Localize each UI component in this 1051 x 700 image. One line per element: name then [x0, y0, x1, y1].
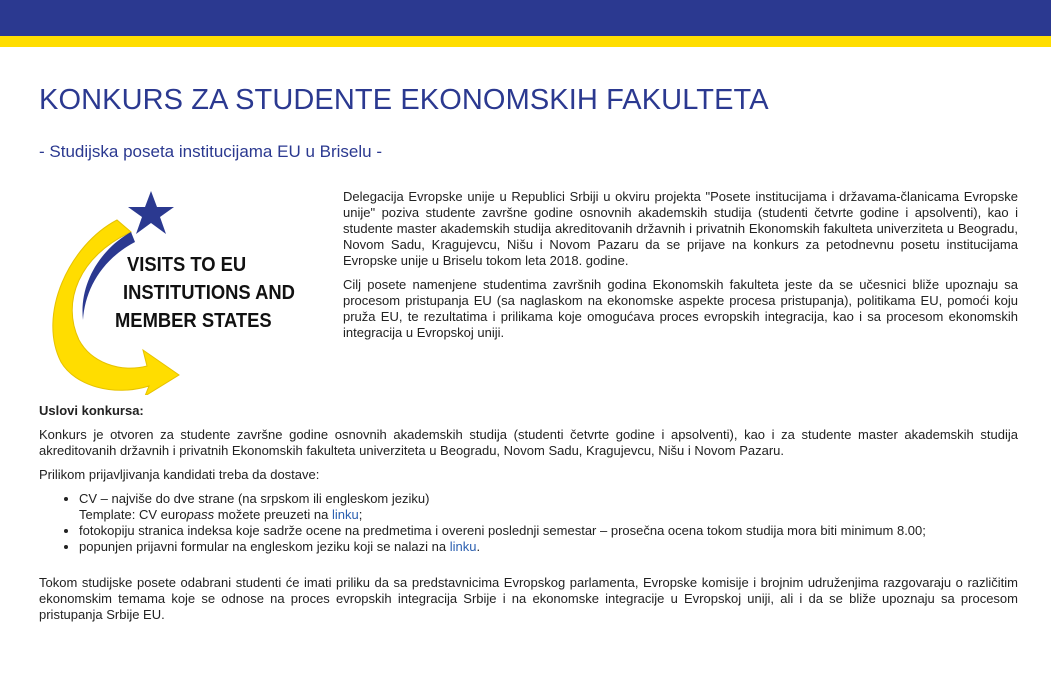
form-text: popunjen prijavni formular na engleskom jeziku koji se nalazi na	[79, 539, 450, 554]
subtitle-dash-right: -	[371, 142, 382, 161]
subtitle-text: Studijska poseta institucijama EU u Briselu	[49, 142, 372, 161]
logo-text-line3: MEMBER STATES	[115, 310, 272, 333]
page-title: KONKURS ZA STUDENTE EKONOMSKIH FAKULTETA	[39, 84, 769, 116]
requirements-list	[39, 491, 1018, 555]
conditions-paragraph-2: Prilikom prijavljivanja kandidati treba da dostave:	[39, 467, 320, 482]
conditions-section	[39, 403, 1018, 631]
header-yellow-stripe	[0, 36, 1051, 47]
cv-template-italic: pass	[186, 507, 215, 522]
subtitle-dash-left: -	[39, 142, 50, 161]
cv-template-link[interactable]: linku	[331, 507, 359, 522]
logo-text-line2: INSTITUTIONS AND	[123, 282, 295, 305]
intro-text	[343, 189, 1018, 349]
conditions-paragraph-3: Tokom studijske posete odabrani studenti će imati priliku da sa predstavnicima Evropskog parlamenta, Evropske komisije i brojnim udruženjima razgovaraju o različitim ekonomskim temama koje se odnose na proces evropskih integracija Srbije i na ekonomske integracije u Evropskoj uniji, ali i da se bliže upoznaju sa procesom pristupanja Srbije EU.	[39, 575, 1018, 622]
visits-to-eu-logo	[39, 190, 329, 395]
form-suffix: .	[476, 539, 481, 554]
conditions-paragraph-1: Konkurs je otvoren za studente završne godine osnovnih akademskih studija (studenti četvrte godine i apsolventi), kao i za studente master akademskih studija akreditovanih državnih i privatnih Ekonomskih fakulteta univerziteta u Beogradu, Novom Sadu, Kragujevcu, Nišu i Novom Pazaru.	[39, 427, 1018, 458]
logo-star-icon	[128, 191, 174, 234]
list-item-cv	[79, 491, 1018, 523]
intro-paragraph-1: Delegacija Evropske unije u Republici Srbiji u okviru projekta "Posete institucijama i državama-članicama Evropske unije" poziva studente završne godine osnovnih akademskih studija (studenti četvrte godine i apsolventi), kao i studente master akademskih studija akreditovanih državnih i privatnih Ekonomskih fakulteta univerziteta u Beogradu, Novom Sadu, Kragujevcu, Nišu i Novom Pazaru da se prijave na konkurs za petodnevnu posetu institucijama Evropske unije u Briselu tokom leta 2018. godine.	[343, 189, 1018, 268]
intro-paragraph-2: Cilj posete namenjene studentima završnih godina Ekonomskih fakulteta jeste da se učesnici bliže upoznaju sa procesom pristupanja EU (sa naglaskom na ekonomske aspekte procesa pristupanja), politikama EU, pomoći koju pruža EU, te rezultatima i prilikama koje omogućava proces evropskih integracija, kao i sa procesom ekonomskih integracija u Evropskoj uniji.	[343, 277, 1018, 340]
list-item-index: • fotokopiju stranica indeksa koje sadrže ocene na predmetima i overeni poslednji semestar – prosečna ocena tokom studija mora biti minimum 8.00;	[79, 523, 1018, 539]
cv-template-suffix: ;	[358, 507, 363, 522]
cv-text: CV – najviše do dve strane (na srpskom ili engleskom jeziku)	[79, 491, 430, 506]
page-subtitle	[39, 142, 382, 162]
conditions-heading: Uslovi konkursa:	[39, 403, 144, 418]
cv-template-prefix: Template: CV euro	[79, 507, 187, 522]
list-item-form	[79, 539, 1018, 555]
cv-template-middle: možete preuzeti na	[214, 507, 332, 522]
header-blue-bar	[0, 0, 1051, 36]
logo-text-line1: VISITS TO EU	[127, 254, 247, 277]
application-form-link[interactable]: linku	[449, 539, 477, 554]
